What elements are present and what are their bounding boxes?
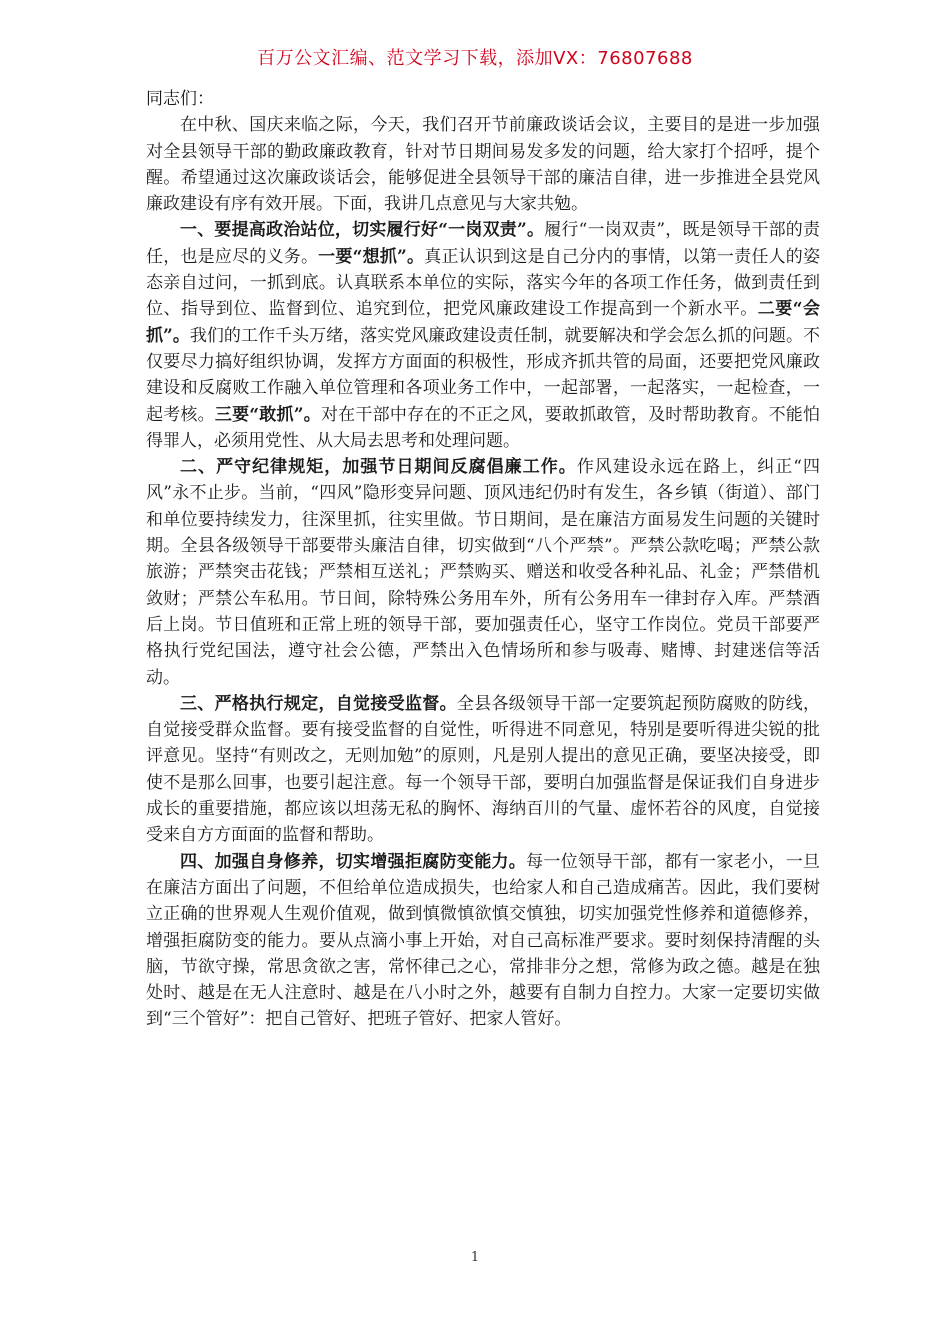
section-1-point-1: 一要“想抓”。 <box>318 246 425 267</box>
section-1-text-d: 对在干部中存在的不正之风，要敢抓敢管，及时帮助教育。不能怕得罪人，必须用党性、从大局去思考和处理问题。 <box>146 404 821 451</box>
section-3-paragraph <box>146 691 820 849</box>
section-3-heading: 三、严格执行规定，自觉接受监督。 <box>180 693 457 714</box>
section-2-text: 作风建设永远在路上，纠正“四风”永不止步。当前，“四风”隐形变异问题、顶风违纪仍时有发生，各乡镇（街道）、部门和单位要持续发力，往深里抓，往实里做。节日期间，是在廉洁方面易发生问题的关键时期。全县各级领导干部要带头廉洁自律，切实做到“八个严禁”。严禁公款吃喝；严禁公款旅游；严禁突击花钱；严禁相互送礼；严禁购买、赠送和收受各种礼品、礼金；严禁借机敛财；严禁公车私用。节日间，除特殊公务用车外，所有公务用车一律封存入库。严禁酒后上岗。节日值班和正常上班的领导干部，要加强责任心，坚守工作岗位。党员干部要严格执行党纪国法，遵守社会公德，严禁出入色情场所和参与吸毒、赌博、封建迷信等活动。 <box>146 457 821 688</box>
watermark-banner: 百万公文汇编、范文学习下载，添加VX：76807688 <box>257 48 693 69</box>
section-2-heading: 二、严守纪律规矩，加强节日期间反腐倡廉工作。 <box>180 457 577 478</box>
section-4-text: 每一位领导干部，都有一家老小，一旦在廉洁方面出了问题，不但给单位造成损失，也给家人和自己造成痛苦。因此，我们要树立正确的世界观人生观价值观，做到慎微慎欲慎交慎独，切实加强党性修养和道德修养，增强拒腐防变的能力。要从点滴小事上开始，对自己高标准严要求。要时刻保持清醒的头脑，节欲守操，常思贪欲之害，常怀律己之心，常排非分之想，常修为政之德。越是在独处时、越是在无人注意时、越是在八小时之外，越要有自制力自控力。大家一定要切实做到“三个管好”：把自己管好、把班子管好、把家人管好。 <box>146 851 821 1030</box>
section-1-text-c: 我们的工作千头万绪，落实党风廉政建设责任制，就要解决和学会怎么抓的问题。不仅要尽力搞好组织协调，发挥方方面面的积极性，形成齐抓共管的局面，还要把党风廉政建设和反腐败工作融入单位管理和各项业务工作中，一起部署，一起落实，一起检查，一起考核。 <box>146 325 820 425</box>
section-4-heading: 四、加强自身修养，切实增强拒腐防变能力。 <box>180 851 527 872</box>
intro-paragraph: 在中秋、国庆来临之际，今天，我们召开节前廉政谈话会议，主要目的是进一步加强对全县领导干部的勤政廉政教育，针对节日期间易发多发的问题，给大家打个招呼，提个醒。希望通过这次廉政谈话会，能够促进全县领导干部的廉洁自律，进一步推进全县党风廉政建设有序有效开展。下面，我讲几点意见与大家共勉。 <box>146 115 820 215</box>
section-1-paragraph <box>146 217 820 454</box>
section-1-heading: 一、要提高政治站位，切实履行好“一岗双责”。 <box>180 220 545 241</box>
document-body <box>146 86 820 1033</box>
section-3-text: 全县各级领导干部一定要筑起预防腐败的防线，自觉接受群众监督。要有接受监督的自觉性，听得进不同意见，特别是要听得进尖锐的批评意见。坚持“有则改之，无则加勉”的原则，凡是别人提出的意见正确，要坚决接受，即使不是那么回事，也要引起注意。每一个领导干部，要明白加强监督是保证我们自身进步成长的重要措施，都应该以坦荡无私的胸怀、海纳百川的气量、虚怀若谷的风度，自觉接受来自方方面面的监督和帮助。 <box>146 693 821 846</box>
salutation: 同志们： <box>146 89 214 109</box>
section-4-paragraph <box>146 849 820 1033</box>
section-2-paragraph <box>146 454 820 691</box>
section-1-point-2: 二要“会抓”。 <box>146 299 820 346</box>
section-1-text-a: 履行“一岗双责”，既是领导干部的责任，也是应尽的义务。 <box>146 220 820 267</box>
page-number: 1 <box>470 1250 480 1265</box>
section-1-text-b: 真正认识到这是自己分内的事情，以第一责任人的姿态亲自过问，一抓到底。认真联系本单位的实际，落实今年的各项工作任务，做到责任到位、指导到位、监督到位、追究到位，把党风廉政建设工作提高到一个新水平。 <box>146 246 821 320</box>
section-1-point-3: 三要“敢抓”。 <box>214 404 321 425</box>
